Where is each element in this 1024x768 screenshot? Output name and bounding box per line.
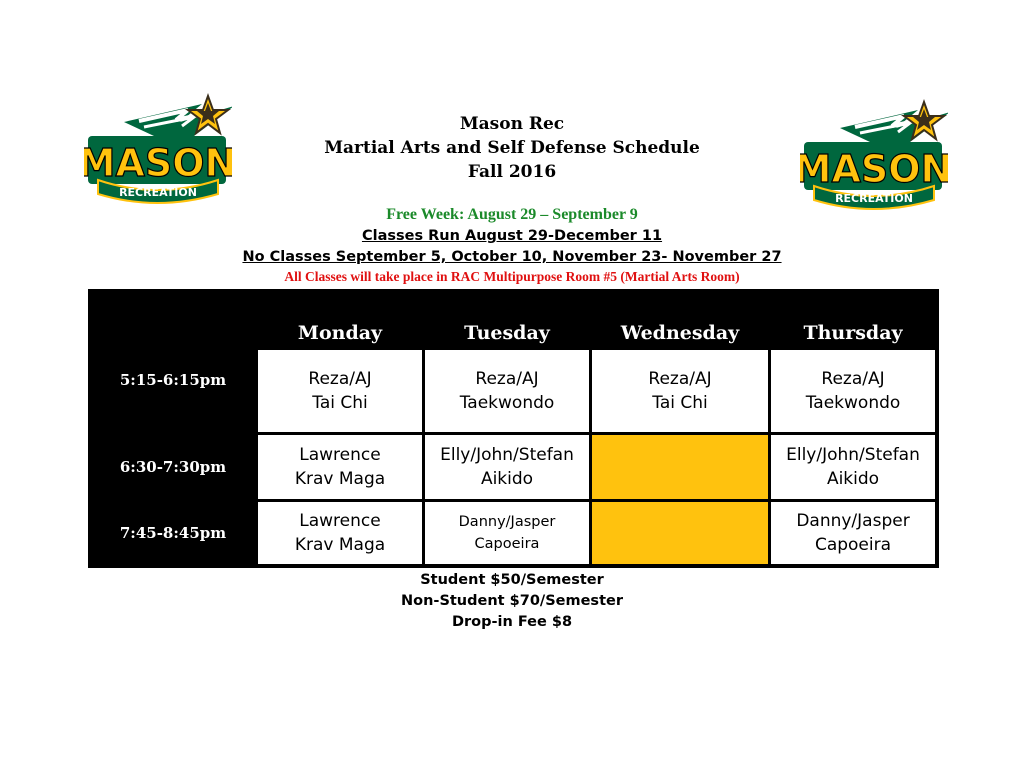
class-name: Krav Maga [294,469,386,489]
class-name: Krav Maga [294,535,386,555]
class-name: Tai Chi [652,393,708,413]
class-cell [592,350,768,432]
drop-in-fee: Drop-in Fee $8 [451,614,573,630]
day-header-wednesday: Wednesday [620,322,740,344]
logo-tagline: RECREATION [119,186,197,199]
instructor-name: Reza/AJ [308,369,372,389]
class-cell [258,435,422,499]
class-name: Aikido [826,469,880,489]
class-name: Taekwondo [459,393,555,413]
class-cell [425,435,589,499]
pricing-info [300,570,724,633]
class-name: Capoeira [814,535,892,555]
schedule-table [88,289,939,568]
term-label: Fall 2016 [467,162,557,182]
instructor-name: Reza/AJ [648,369,712,389]
time-slot-1: 5:15-6:15pm [119,371,227,389]
logo-wordmark: MASON [84,141,232,185]
class-name: Tai Chi [312,393,368,413]
time-slot-2: 6:30-7:30pm [119,458,227,476]
class-cell [771,502,935,564]
instructor-name: Reza/AJ [821,369,885,389]
no-classes-notice: No Classes September 5, October 10, November 23- November 27 [242,249,782,265]
class-name: Aikido [480,469,534,489]
location-notice: All Classes will take place in RAC Multipurpose Room #5 (Martial Arts Room) [284,269,740,284]
class-cell [425,502,589,564]
instructor-name: Lawrence [299,445,381,465]
mason-recreation-logo [84,92,232,212]
student-price: Student $50/Semester [420,572,604,588]
empty-slot-cell [592,502,768,564]
classes-run-notice: Classes Run August 29-December 11 [361,228,663,244]
logo-wordmark: MASON [800,147,948,191]
class-cell [258,502,422,564]
schedule-title: Martial Arts and Self Defense Schedule [324,138,700,158]
non-student-price: Non-Student $70/Semester [401,593,623,609]
class-cell [425,350,589,432]
class-name: Taekwondo [805,393,901,413]
day-header-thursday: Thursday [803,322,903,344]
logo-tagline: RECREATION [835,192,913,205]
class-name: Capoeira [474,536,540,552]
day-header-tuesday: Tuesday [464,322,550,344]
instructor-name: Danny/Jasper [796,511,910,531]
free-week-notice: Free Week: August 29 – September 9 [386,206,638,223]
class-cell [771,350,935,432]
time-slot-3: 7:45-8:45pm [119,524,227,542]
class-cell [258,350,422,432]
empty-slot-cell [592,435,768,499]
org-name: Mason Rec [459,114,565,134]
mason-recreation-logo [800,98,948,218]
document-header [262,112,762,184]
day-header-monday: Monday [297,322,383,344]
instructor-name: Lawrence [299,511,381,531]
class-cell [771,435,935,499]
instructor-name: Elly/John/Stefan [440,445,574,465]
instructor-name: Reza/AJ [475,369,539,389]
instructor-name: Danny/Jasper [458,514,556,530]
instructor-name: Elly/John/Stefan [786,445,920,465]
